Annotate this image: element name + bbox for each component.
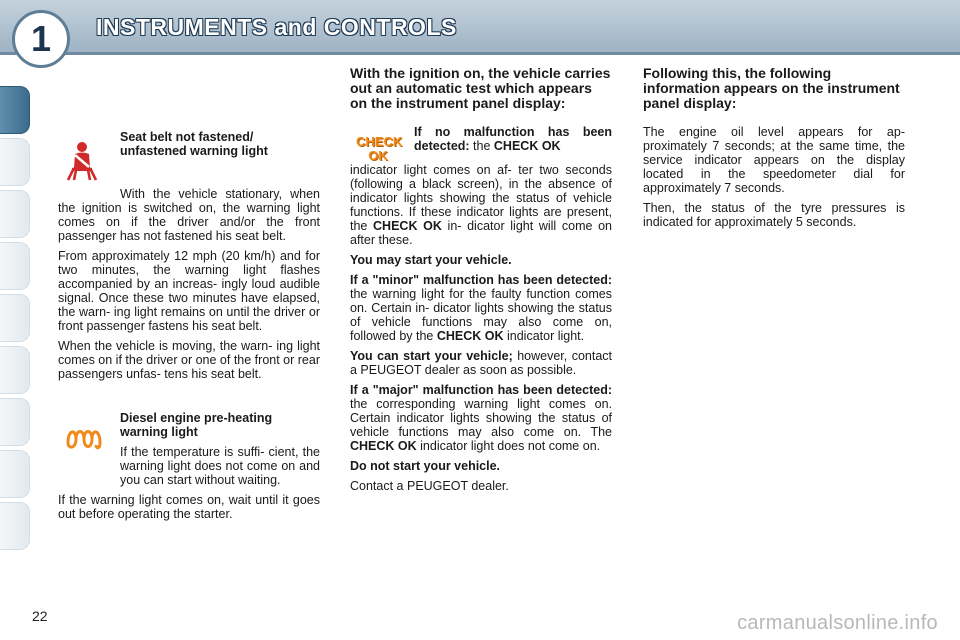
seatbelt-heading: Seat belt not fastened/ unfastened warning light xyxy=(120,130,268,158)
seatbelt-intro: With the vehicle stationary, when the ignition is switched on, the warning light comes on if the driver and/or the front passenger has not fastened his seat belt. xyxy=(58,187,320,243)
tyre-pressure-paragraph: Then, the status of the tyre pressures is indicated for approximately 5 seconds. xyxy=(643,201,905,229)
preheat-paragraph-1: If the warning light comes on, wait until it goes out before operating the starter. xyxy=(58,493,320,521)
no-malfunction-text-3: in- dicator light will come on after these. xyxy=(350,219,612,247)
column-right xyxy=(643,66,905,235)
check-ok-section xyxy=(350,125,612,163)
check-ok-term-1: CHECK OK xyxy=(493,139,561,153)
oil-level-paragraph: The engine oil level appears for ap- proximately 7 seconds; at the same time, the service indicator appears on the display located in the speedometer dial for approximately 7 seconds. xyxy=(643,125,905,195)
preheat-heading: Diesel engine pre-heating warning light xyxy=(120,411,273,439)
chapter-tab-9[interactable] xyxy=(0,502,30,550)
contact-dealer-text: Contact a PEUGEOT dealer. xyxy=(350,479,509,493)
header-divider xyxy=(0,52,960,55)
chapter-tab-4[interactable] xyxy=(0,242,30,290)
chapter-number-badge: 1 xyxy=(12,10,70,68)
major-malfunction-label: If a "major" malfunction has been detected: xyxy=(350,383,612,397)
check-ok-term-4: CHECK OK xyxy=(350,439,417,453)
major-malfunction-text-2: indicator light does not come on. xyxy=(416,439,601,453)
no-malfunction-continuation xyxy=(350,163,612,247)
major-malfunction-paragraph xyxy=(350,383,612,453)
check-ok-icon-line-2: OK xyxy=(368,148,388,163)
may-start-text: You may start your vehicle. xyxy=(350,253,512,267)
can-start-label: You can start your vehicle; xyxy=(350,349,513,363)
page-number: 22 xyxy=(32,608,48,624)
chapter-tab-1-active[interactable] xyxy=(0,86,30,134)
preheating-coil-icon xyxy=(64,425,104,451)
seatbelt-section xyxy=(58,128,320,187)
chapter-tab-5[interactable] xyxy=(0,294,30,342)
chapter-title: INSTRUMENTS and CONTROLS xyxy=(96,14,457,40)
check-ok-indicator-icon xyxy=(356,134,403,163)
chapter-tabs xyxy=(0,68,34,578)
column-middle xyxy=(350,66,612,499)
minor-malfunction-label: If a "minor" malfunction has been detected: xyxy=(350,273,612,287)
minor-malfunction-text-1: the warning light for the faulty function comes on. Certain in- dicator lights showing the status of vehicle functions may also come on, followed by the xyxy=(350,287,612,343)
no-malfunction-text-2: indicator light comes on af- ter two seconds (following a black screen), in the absence of indicator lights showing the status of vehicle functions. If these indicator lights are present, the xyxy=(350,163,612,233)
chapter-tab-2[interactable] xyxy=(0,138,30,186)
can-start-paragraph xyxy=(350,349,612,377)
no-malfunction-paragraph xyxy=(414,125,612,153)
check-ok-icon-line-1: CHECK xyxy=(356,134,403,149)
seatbelt-paragraph-2: When the vehicle is moving, the warn- ing light comes on if the driver or one of the front or rear passengers unfas- tens his seat belt. xyxy=(58,339,320,381)
do-not-start-text: Do not start your vehicle. xyxy=(350,459,501,473)
chapter-tab-6[interactable] xyxy=(0,346,30,394)
auto-test-heading: With the ignition on, the vehicle carries out an automatic test which appears on the instrument panel display: xyxy=(350,65,611,111)
chapter-tab-8[interactable] xyxy=(0,450,30,498)
seatbelt-warning-icon xyxy=(62,140,102,184)
seatbelt-paragraph-1: From approximately 12 mph (20 km/h) and for two minutes, the warning light flashes accompanied by an increas- ingly loud audible signal. Once these two minutes have elapsed, the warn- ing light remains on until the driver or front passenger fastens his seat belt. xyxy=(58,249,320,333)
preheat-intro: If the temperature is suffi- cient, the warning light does not come on and you can start without waiting. xyxy=(120,445,320,487)
minor-malfunction-text-2: indicator light. xyxy=(503,329,585,343)
preheat-icon-cell xyxy=(58,409,120,493)
no-malfunction-label: If no malfunction has been detected: xyxy=(414,125,612,153)
following-info-heading: Following this, the following information appears on the instrument panel display: xyxy=(643,65,900,111)
check-ok-term-2: CHECK OK xyxy=(373,219,442,233)
minor-malfunction-paragraph xyxy=(350,273,612,343)
preheat-section xyxy=(58,409,320,493)
no-malfunction-text-1: the xyxy=(469,139,494,153)
major-malfunction-text-1: the corresponding warning light comes on. Certain indicator lights showing the status of vehicle functions may also come on. The xyxy=(350,397,612,439)
column-left xyxy=(58,128,320,527)
check-ok-icon-cell xyxy=(350,125,414,163)
chapter-tab-3[interactable] xyxy=(0,190,30,238)
watermark: carmanualsonline.info xyxy=(737,612,938,634)
chapter-tab-7[interactable] xyxy=(0,398,30,446)
seatbelt-icon-cell xyxy=(58,128,120,187)
check-ok-term-3: CHECK OK xyxy=(436,329,504,343)
can-start-text: however, contact a PEUGEOT dealer as soon as possible. xyxy=(350,349,612,377)
